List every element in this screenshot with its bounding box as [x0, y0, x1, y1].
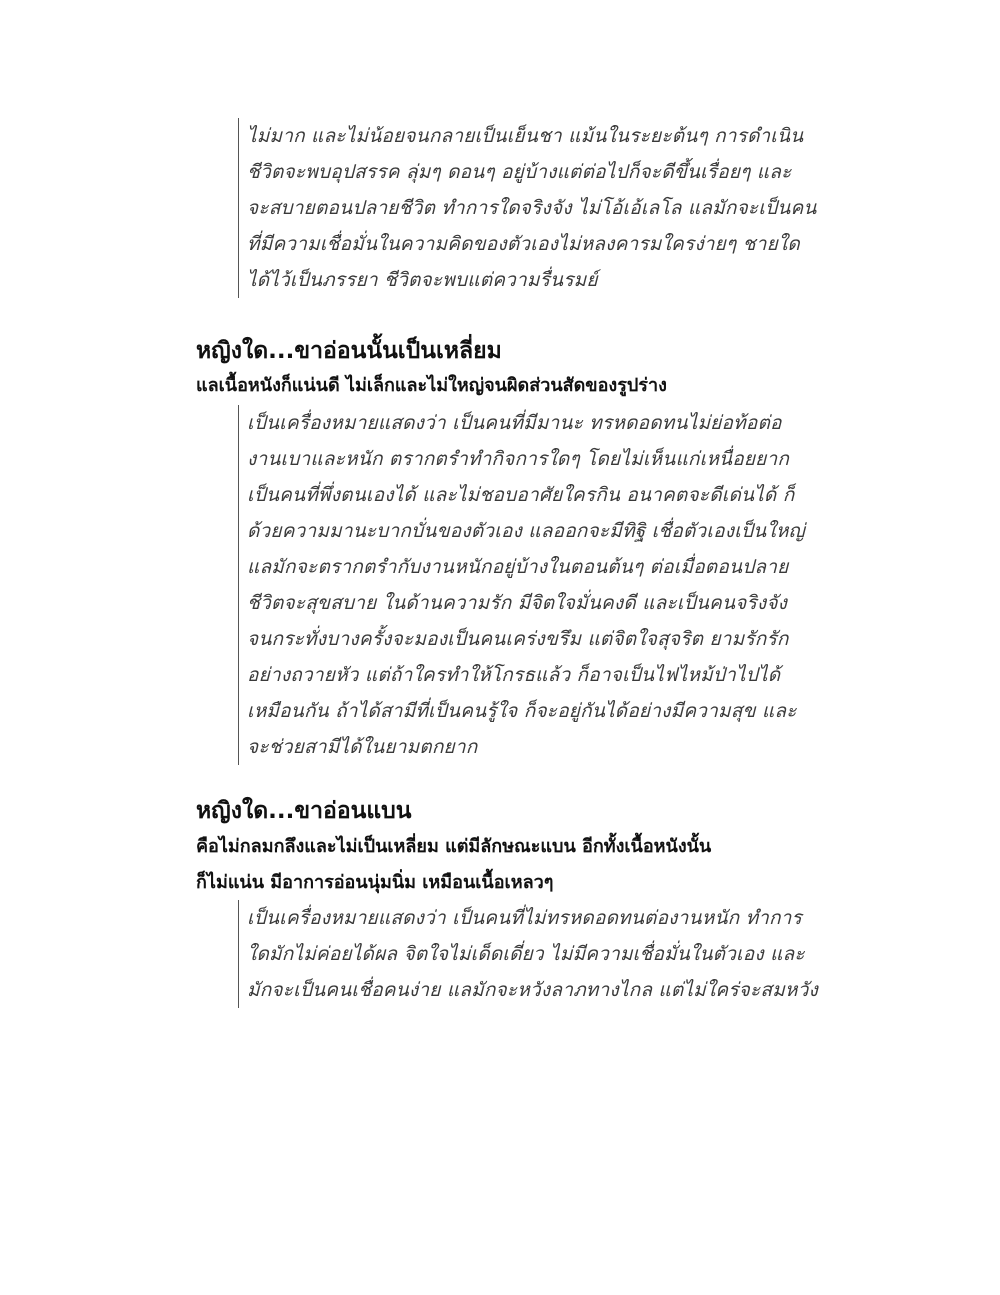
section-2-body-line: เป็นเครื่องหมายแสดงว่า เป็นคนที่ไม่ทรหดอดทนต่องานหนัก ทำการ	[247, 907, 802, 929]
section-1-body-line: จนกระทั่งบางครั้งจะมองเป็นคนเคร่งขรึม แต่จิตใจสุจริต ยามรักรัก	[247, 628, 789, 650]
section-1-body-line: งานเบาและหนัก ตรากตรำทำกิจการใดๆ โดยไม่เห็นแก่เหนื่อยยาก	[247, 448, 790, 470]
section-2-body-line: มักจะเป็นคนเชื่อคนง่าย แลมักจะหวังลาภทางไกล แต่ไม่ใคร่จะสมหวัง	[247, 979, 818, 1001]
section-1-body-line: เป็นเครื่องหมายแสดงว่า เป็นคนที่มีมานะ ทรหดอดทนไม่ย่อท้อต่อ	[247, 412, 782, 434]
section-2-subheading-line: ก็ไม่แน่น มีอาการอ่อนนุ่มนิ่ม เหมือนเนื้อเหลวๆ	[196, 872, 554, 893]
section-2-subheading	[196, 829, 711, 901]
paragraph-1-line: ไม่มาก และไม่น้อยจนกลายเป็นเย็นชา แม้นในระยะต้นๆ การดำเนิน	[247, 125, 804, 147]
paragraph-1-line: ที่มีความเชื่อมั่นในความคิดของตัวเองไม่หลงคารมใครง่ายๆ ชายใด	[247, 233, 800, 255]
section-2-subheading-line: คือไม่กลมกลึงและไม่เป็นเหลี่ยม แต่มีลักษณะแบน อีกทั้งเนื้อหนังนั้น	[196, 836, 712, 857]
section-1-body-line: อย่างถวายหัว แต่ถ้าใครทำให้โกรธแล้ว ก็อาจเป็นไฟไหม้ป่าไปได้	[247, 664, 781, 686]
section-2-body-line: ใดมักไม่ค่อยได้ผล จิตใจไม่เด็ดเดี่ยว ไม่มีความเชื่อมั่นในตัวเอง และ	[247, 943, 805, 965]
section-2-heading: หญิงใด...ขาอ่อนแบน	[196, 798, 412, 824]
section-1-body-line: จะช่วยสามีได้ในยามตกยาก	[247, 736, 478, 758]
paragraph-1-line: จะสบายตอนปลายชีวิต ทำการใดจริงจัง ไม่โอ้เอ้เลโล แลมักจะเป็นคน	[247, 197, 817, 219]
section-1-subheading	[196, 368, 667, 404]
section-2-body	[238, 900, 818, 1008]
section-1-body-line: ชีวิตจะสุขสบาย ในด้านความรัก มีจิตใจมั่นคงดี และเป็นคนจริงจัง	[247, 592, 788, 614]
section-1-body	[238, 405, 805, 765]
paragraph-1-line: ได้ไว้เป็นภรรยา ชีวิตจะพบแต่ความรื่นรมย์	[247, 269, 598, 291]
section-1-body-line: เหมือนกัน ถ้าได้สามีที่เป็นคนรู้ใจ ก็จะอยู่กันได้อย่างมีความสุข และ	[247, 700, 797, 722]
section-1-body-line: แลมักจะตรากตรำกับงานหนักอยู่บ้างในตอนต้นๆ ต่อเมื่อตอนปลาย	[247, 556, 789, 578]
section-1-body-line: ด้วยความมานะบากบั่นของตัวเอง แลออกจะมีทิฐิ เชื่อตัวเองเป็นใหญ่	[247, 520, 805, 542]
section-1-heading: หญิงใด...ขาอ่อนนั้นเป็นเหลี่ยม	[196, 338, 502, 364]
section-1-subheading-line: แลเนื้อหนังก็แน่นดี ไม่เล็กและไม่ใหญ่จนผิดส่วนสัดของรูปร่าง	[196, 375, 667, 396]
paragraph-1-line: ชีวิตจะพบอุปสรรค ลุ่มๆ ดอนๆ อยู่บ้างแต่ต่อไปก็จะดีขึ้นเรื่อยๆ และ	[247, 161, 792, 183]
section-1-body-line: เป็นคนที่พึ่งตนเองได้ และไม่ชอบอาศัยใครกิน อนาคตจะดีเด่นได้ ก็	[247, 484, 795, 506]
paragraph-1	[238, 118, 817, 298]
